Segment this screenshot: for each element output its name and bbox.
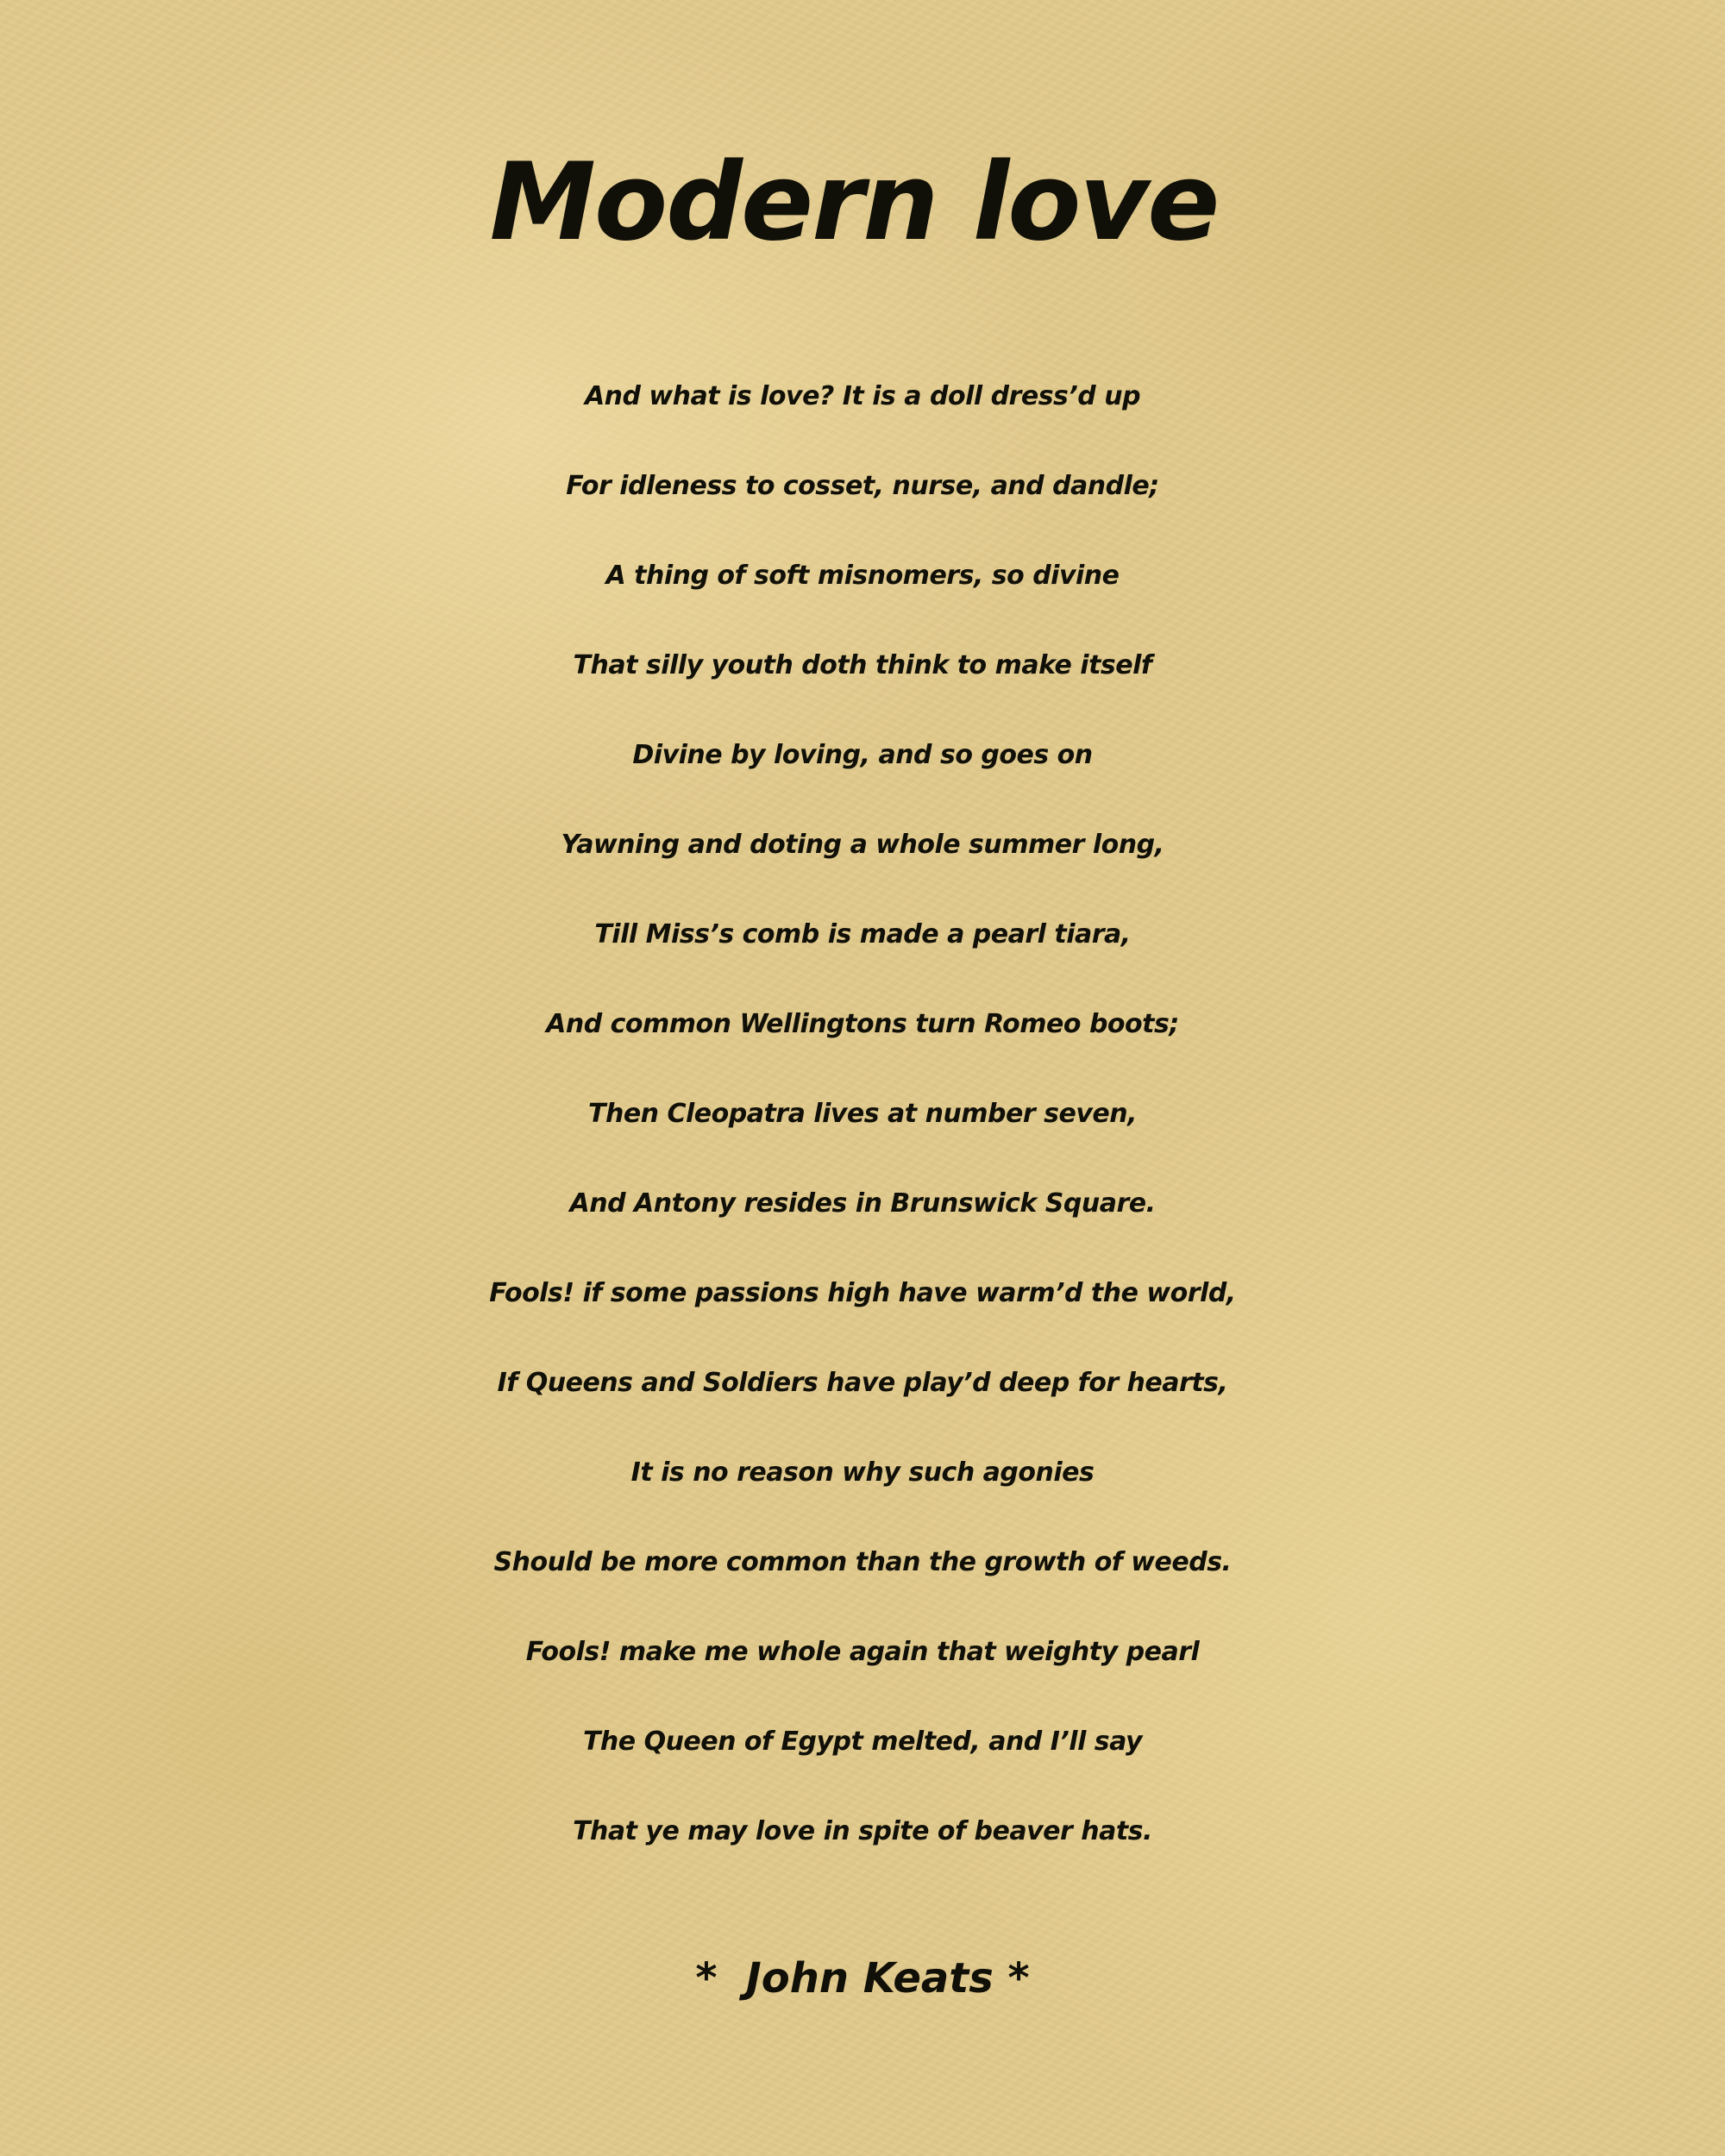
poem-line: The Queen of Egypt melted, and I’ll say bbox=[582, 1727, 1143, 1757]
poem-line: Fools! make me whole again that weighty pearl bbox=[525, 1637, 1200, 1667]
poem-line: That silly youth doth think to make itself bbox=[573, 650, 1152, 680]
poem-line: Fools! if some passions high have warm’d the world, bbox=[489, 1278, 1236, 1308]
poem-line: Yawning and doting a whole summer long, bbox=[561, 830, 1164, 860]
poem-line: If Queens and Soldiers have play’d deep for hearts, bbox=[497, 1368, 1228, 1398]
poem-line: Divine by loving, and so goes on bbox=[632, 740, 1093, 770]
poem-line: For idleness to cosset, nurse, and dandle; bbox=[566, 471, 1159, 501]
poem-author: * John Keats * bbox=[695, 1954, 1030, 2002]
poem-line: Till Miss’s comb is made a pearl tiara, bbox=[594, 919, 1131, 950]
poem-title: Modern love bbox=[489, 141, 1219, 265]
poem-body bbox=[0, 352, 1725, 1877]
poem-line: And Antony resides in Brunswick Square. bbox=[569, 1188, 1156, 1219]
poem-line: It is no reason why such agonies bbox=[630, 1457, 1095, 1488]
poem-line: And common Wellingtons turn Romeo boots; bbox=[546, 1009, 1179, 1039]
poem-line: Then Cleopatra lives at number seven, bbox=[588, 1099, 1137, 1129]
poem-line: And what is love? It is a doll dress’d up bbox=[584, 381, 1141, 411]
poem-line: A thing of soft misnomers, so divine bbox=[605, 561, 1120, 591]
poem-line: Should be more common than the growth of weeds. bbox=[493, 1547, 1232, 1577]
poem-line: That ye may love in spite of beaver hats. bbox=[573, 1816, 1152, 1846]
